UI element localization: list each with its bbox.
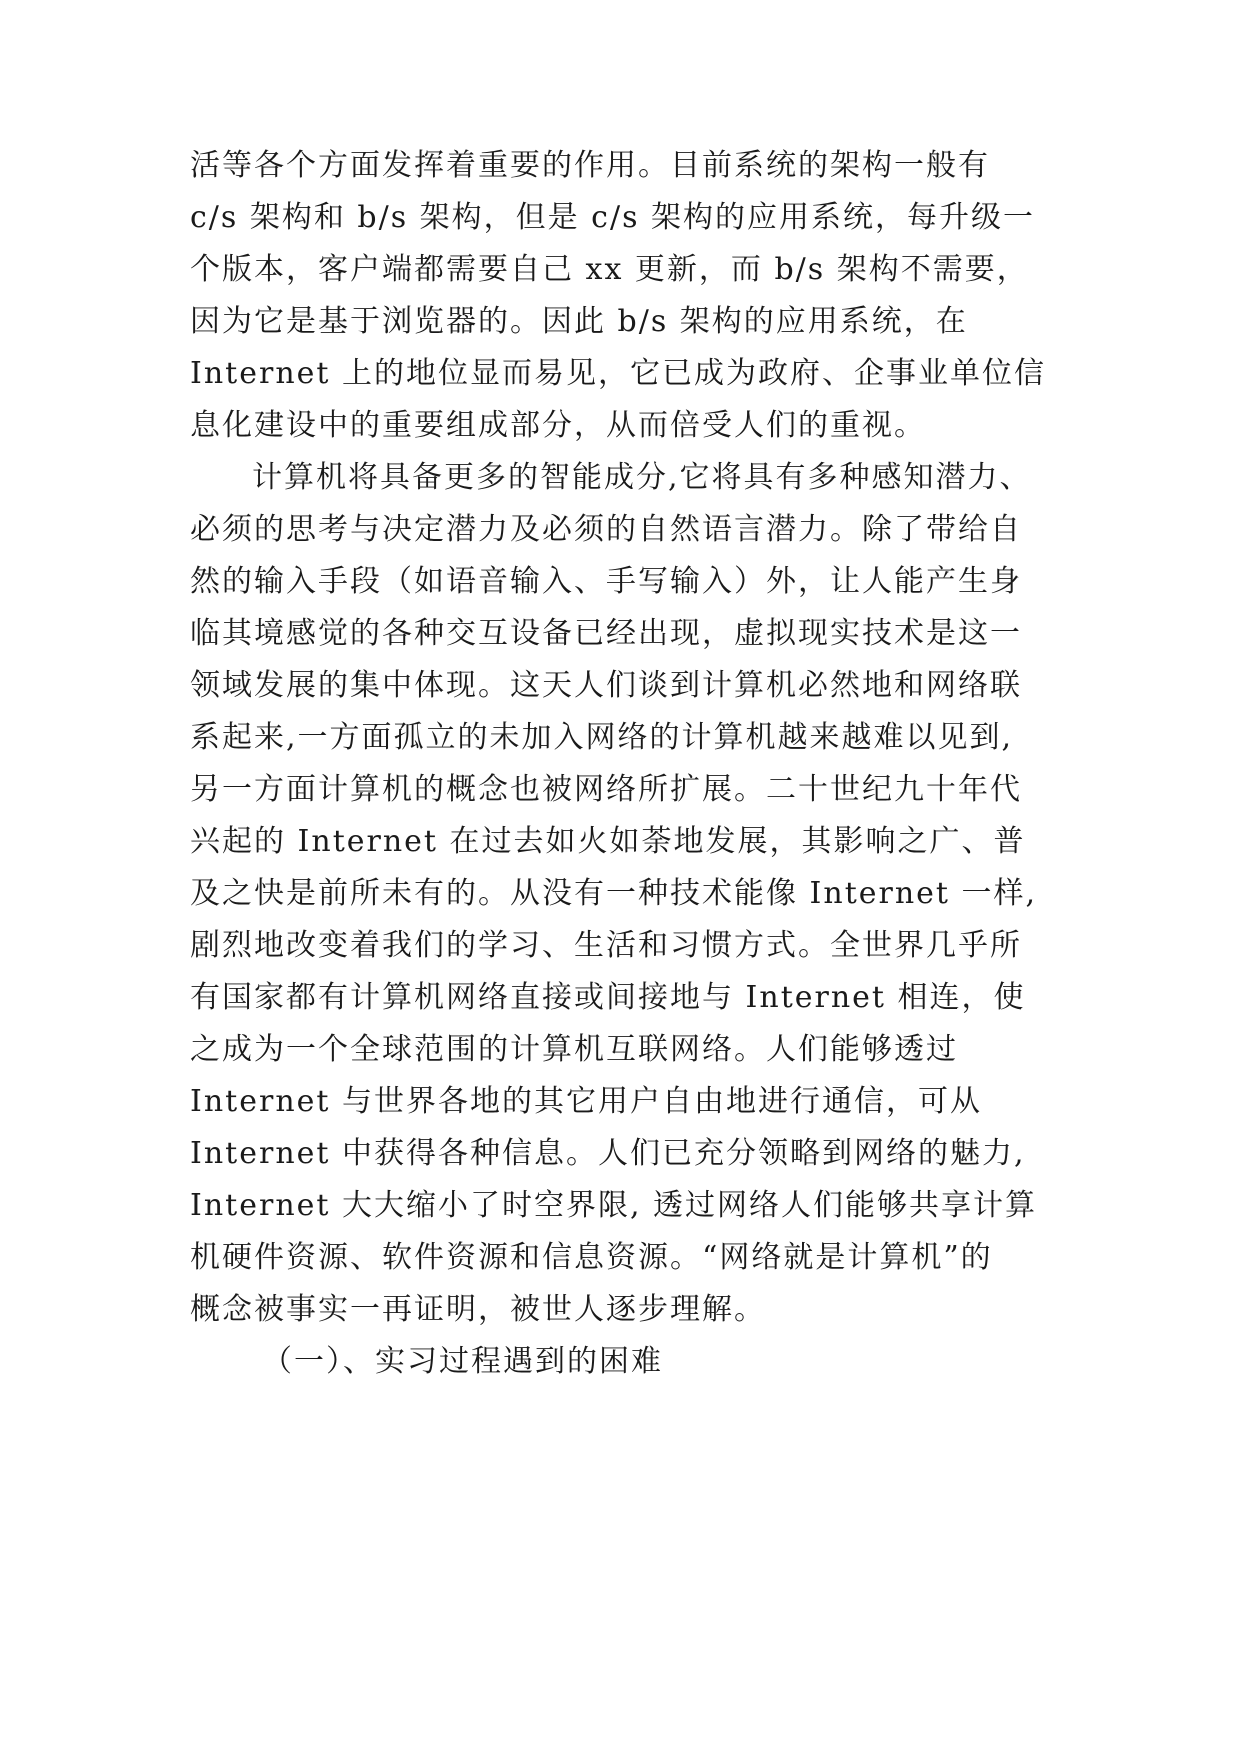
paragraph-2-line-6: 系起来,一方面孤立的未加入网络的计算机越来越难以见到, [190,720,1014,755]
paragraph-2-line-17: 概念被事实一再证明，被世人逐步理解。 [190,1292,766,1327]
paragraph-2-line-3: 然的输入手段（如语音输入、手写输入）外，让人能产生身 [190,564,1022,599]
paragraph-1-line-1: 活等各个方面发挥着重要的作用。目前系统的架构一般有 [190,148,990,183]
paragraph-2-line-12: 之成为一个全球范围的计算机互联网络。人们能够透过 [190,1032,958,1067]
paragraph-2-line-14: Internet 中获得各种信息。人们已充分领略到网络的魅力, [190,1136,1026,1171]
paragraph-2-line-15: Internet 大大缩小了时空界限, 透过网络人们能够共享计算 [190,1188,1038,1223]
paragraph-2-line-9: 及之快是前所未有的。从没有一种技术能像 Internet 一样, [190,876,1038,911]
paragraph-2-line-2: 必须的思考与决定潜力及必须的自然语言潜力。除了带给自 [190,512,1022,547]
paragraph-1-line-6: 息化建设中的重要组成部分，从而倍受人们的重视。 [190,408,926,443]
paragraph-2-line-4: 临其境感觉的各种交互设备已经出现，虚拟现实技术是这一 [190,616,1022,651]
paragraph-2-line-5: 领域发展的集中体现。这天人们谈到计算机必然地和网络联 [190,668,1022,703]
paragraph-1-line-3: 个版本，客户端都需要自己 xx 更新，而 b/s 架构不需要， [190,252,1029,287]
paragraph-1-line-4: 因为它是基于浏览器的。因此 b/s 架构的应用系统，在 [190,304,968,339]
paragraph-2-line-7: 另一方面计算机的概念也被网络所扩展。二十世纪九十年代 [190,772,1022,807]
paragraph-2-line-10: 剧烈地改变着我们的学习、生活和习惯方式。全世界几乎所 [190,928,1022,963]
paragraph-1-line-5: Internet 上的地位显而易见，它已成为政府、企事业单位信 [190,356,1046,391]
paragraph-1-line-2: c/s 架构和 b/s 架构，但是 c/s 架构的应用系统，每升级一 [190,200,1035,235]
paragraph-2-line-11: 有国家都有计算机网络直接或间接地与 Internet 相连，使 [190,980,1026,1015]
paragraph-2-line-8: 兴起的 Internet 在过去如火如荼地发展，其影响之广、普 [190,824,1026,859]
paragraph-2-line-13: Internet 与世界各地的其它用户自由地进行通信，可从 [190,1084,982,1119]
section-heading: （一）、实习过程遇到的困难 [262,1344,663,1379]
paragraph-2-line-1: 计算机将具备更多的智能成分,它将具有多种感知潜力、 [252,460,1032,495]
paragraph-2-line-16: 机硬件资源、软件资源和信息资源。“网络就是计算机”的 [190,1240,993,1275]
